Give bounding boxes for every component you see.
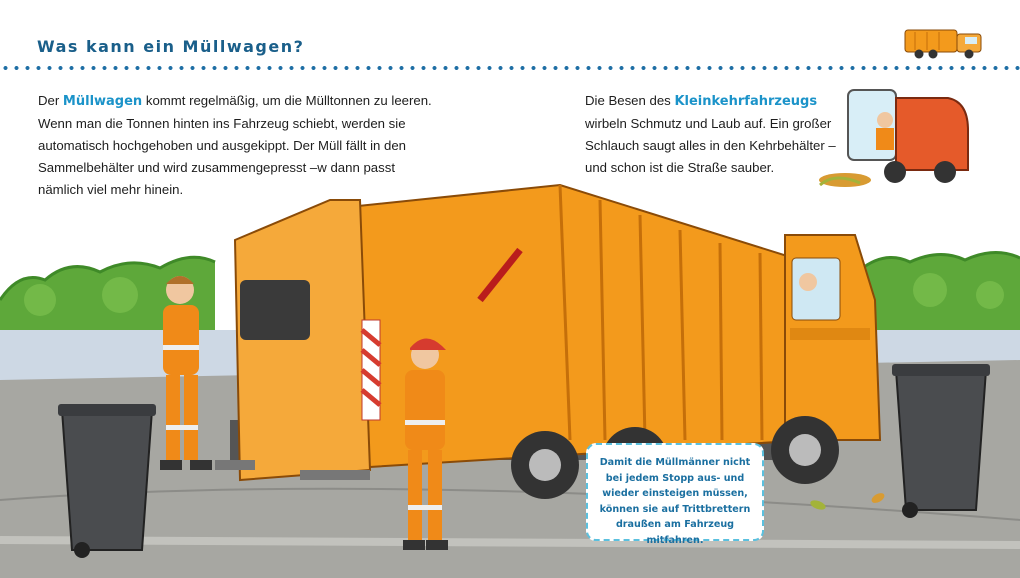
text-segment: Der — [38, 93, 60, 108]
waste-bin-left — [58, 404, 156, 558]
garbage-truck — [215, 185, 880, 499]
street-sweeper — [819, 90, 968, 187]
waste-bin-right — [892, 364, 990, 518]
keyword-kleinkehrfahrzeug: Kleinkehrfahrzeugs — [674, 94, 818, 109]
text-segment: wirbeln Schmutz und Laub auf. Ein großer Schlauch saugt alles in den Kehrbehälter – und schon ist die Straße sauber. — [585, 116, 836, 175]
page-heading: Was kann ein Müllwagen? — [37, 37, 305, 56]
keyword-muellwagen: Müllwagen — [62, 94, 143, 109]
text-segment: Die Besen des — [585, 93, 671, 108]
text-segment: kommt regelmäßig, um die Mülltonnen zu leeren. Wenn man die Tonnen hinten ins Fahrzeug schiebt, werden sie automatisch hochgehoben und ausgekippt. Der Müll fällt in den Sammelbehälter und wird zusammengepresst –w dann passt nämlich viel mehr hinein. — [38, 93, 432, 197]
step-board-callout: Damit die Müllmänner nicht bei jedem Stopp aus- und wieder einsteigen müssen, können sie auf Trittbrettern draußen am Fahrzeug mitfahren. — [586, 443, 764, 541]
